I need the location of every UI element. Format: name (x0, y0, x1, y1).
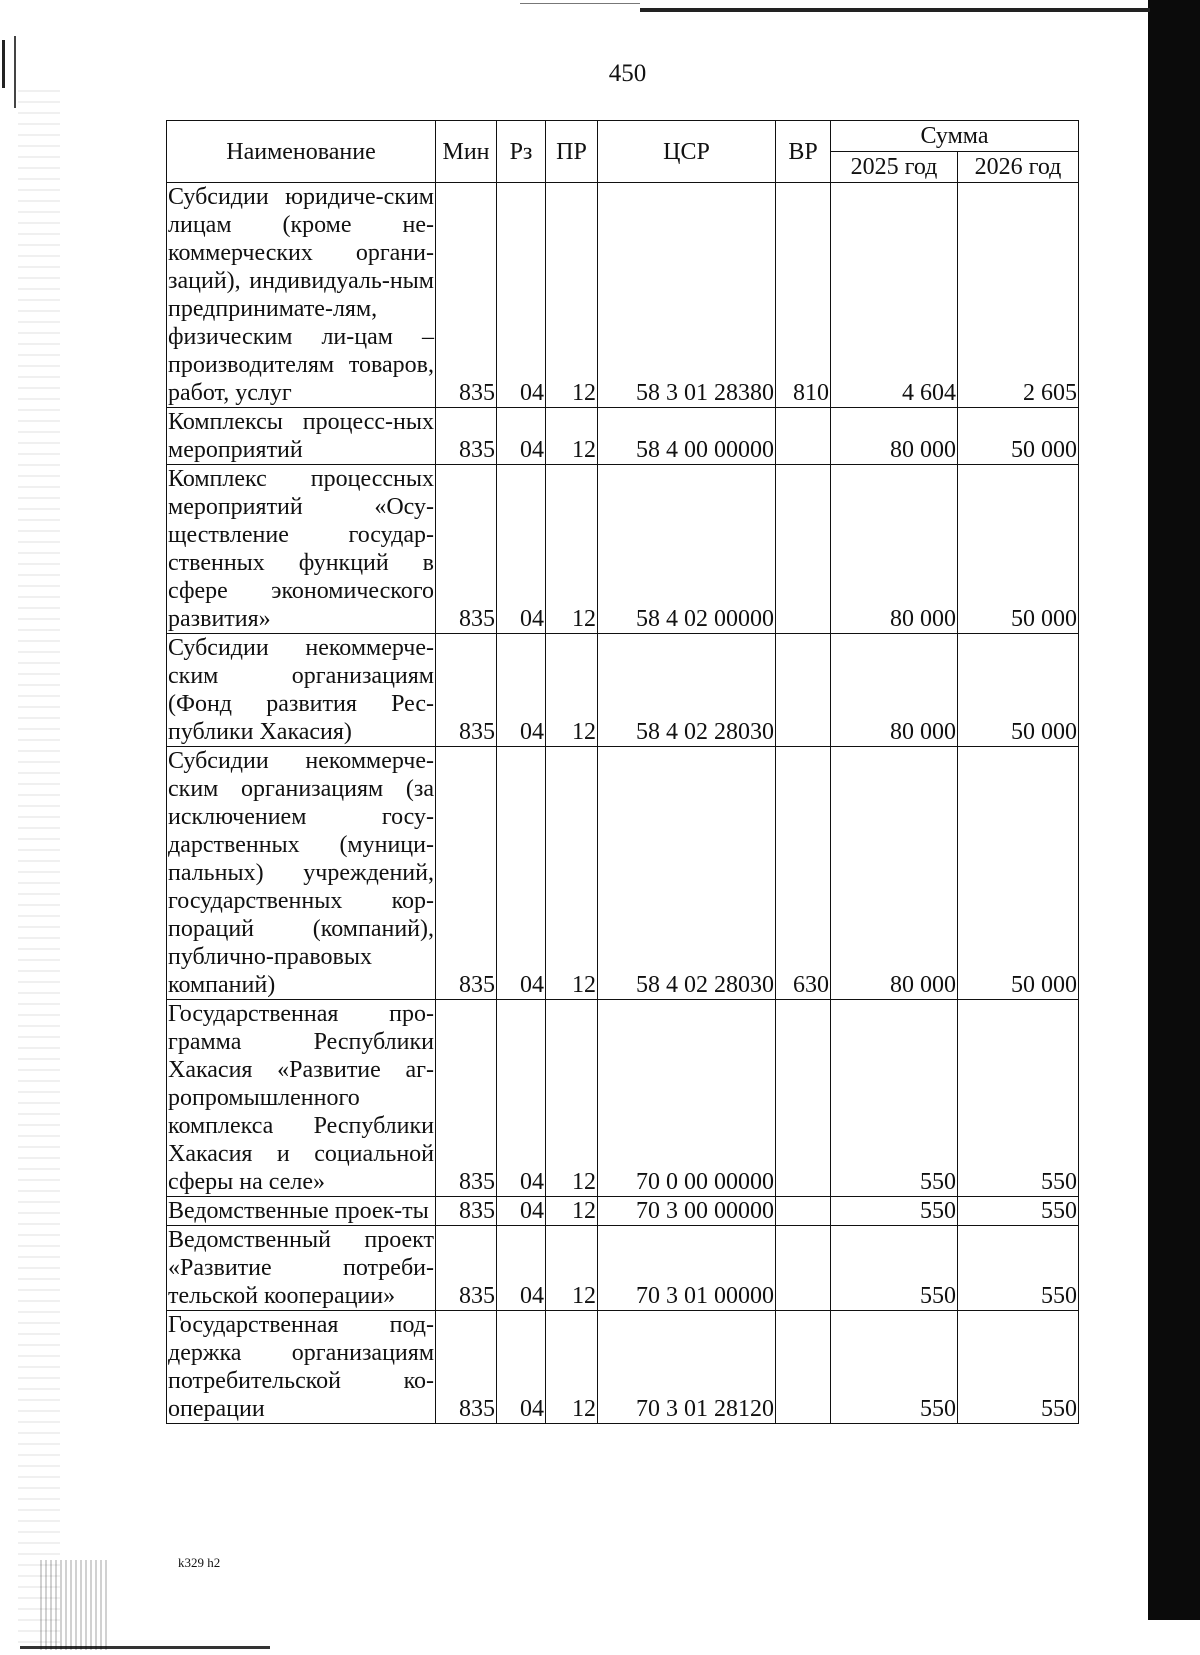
row-name: Государственная про-грамма Республики Хакасия «Развитие аг-ропромышленного комплекса Республики Хакасия и социальной сферы на селе» (168, 1001, 434, 1195)
header-pr: ПР (546, 121, 598, 183)
header-name: Наименование (167, 121, 436, 183)
row-rz: 04 (497, 408, 546, 465)
row-sum-2025: 550 (831, 1197, 958, 1226)
row-pr: 12 (546, 1197, 598, 1226)
row-pr: 12 (546, 1311, 598, 1424)
footer-code: k329 h2 (178, 1555, 221, 1570)
row-sum-2026: 50 000 (958, 465, 1079, 634)
page-number: 450 (608, 60, 647, 87)
header-sum: Сумма (831, 121, 1079, 152)
scan-edge-shadow (1148, 0, 1200, 1620)
row-min: 835 (436, 1197, 497, 1226)
row-name: Государственная под-держка организациям потребительской ко-операции (168, 1312, 434, 1422)
row-vr (776, 1311, 831, 1424)
row-sum-2026: 50 000 (958, 634, 1079, 747)
row-min: 835 (436, 747, 497, 1000)
row-sum-2026: 50 000 (958, 408, 1079, 465)
table-row (167, 634, 1079, 747)
row-vr: 810 (776, 183, 831, 408)
row-min: 835 (436, 408, 497, 465)
row-sum-2025: 550 (831, 1000, 958, 1197)
row-vr (776, 1000, 831, 1197)
scan-noise (40, 1560, 110, 1650)
row-rz: 04 (497, 1197, 546, 1226)
row-rz: 04 (497, 1000, 546, 1197)
row-csr: 70 0 00 00000 (598, 1000, 776, 1197)
row-sum-2025: 550 (831, 1226, 958, 1311)
row-csr: 70 3 01 28120 (598, 1311, 776, 1424)
row-csr: 70 3 01 00000 (598, 1226, 776, 1311)
row-pr: 12 (546, 183, 598, 408)
scan-noise (18, 90, 60, 1650)
row-sum-2025: 80 000 (831, 634, 958, 747)
header-year-2025: 2025 год (831, 152, 958, 183)
row-name: Комплексы процесс-ных мероприятий (168, 409, 434, 463)
row-rz: 04 (497, 747, 546, 1000)
row-rz: 04 (497, 1226, 546, 1311)
row-name: Ведомственный проект «Развитие потреби-тельской кооперации» (168, 1227, 434, 1309)
scan-edge-line (520, 3, 640, 4)
row-sum-2025: 550 (831, 1311, 958, 1424)
header-csr: ЦСР (598, 121, 776, 183)
row-rz: 04 (497, 1311, 546, 1424)
row-sum-2025: 80 000 (831, 465, 958, 634)
row-pr: 12 (546, 1000, 598, 1197)
row-min: 835 (436, 1000, 497, 1197)
row-csr: 58 4 02 00000 (598, 465, 776, 634)
row-pr: 12 (546, 465, 598, 634)
row-sum-2026: 550 (958, 1311, 1079, 1424)
table-row (167, 1226, 1079, 1311)
row-csr: 58 4 02 28030 (598, 747, 776, 1000)
row-min: 835 (436, 1311, 497, 1424)
row-sum-2025: 4 604 (831, 183, 958, 408)
row-rz: 04 (497, 465, 546, 634)
row-rz: 04 (497, 183, 546, 408)
row-name: Субсидии юридиче-ским лицам (кроме не-коммерческих органи-заций), индивидуаль-ным предпринимате-лям, физическим ли-цам – производителям товаров, работ, услуг (168, 184, 434, 406)
row-pr: 12 (546, 634, 598, 747)
row-name: Субсидии некоммерче-ским организациям (за исключением госу-дарственных (муници-пальных) учреждений, государственных кор-пораций (компаний), публично-правовых компаний) (168, 748, 434, 998)
table-row (167, 465, 1079, 634)
scan-edge-line (640, 8, 1150, 12)
row-sum-2026: 550 (958, 1000, 1079, 1197)
header-rz: Рз (497, 121, 546, 183)
row-vr (776, 408, 831, 465)
row-vr: 630 (776, 747, 831, 1000)
row-sum-2026: 50 000 (958, 747, 1079, 1000)
row-pr: 12 (546, 408, 598, 465)
row-min: 835 (436, 1226, 497, 1311)
table-row (167, 408, 1079, 465)
header-year-2026: 2026 год (958, 152, 1079, 183)
row-vr (776, 1226, 831, 1311)
budget-table (166, 120, 1079, 1424)
row-name: Ведомственные проек-ты (167, 1197, 436, 1226)
row-sum-2026: 550 (958, 1197, 1079, 1226)
row-pr: 12 (546, 747, 598, 1000)
row-vr (776, 634, 831, 747)
table-row (167, 183, 1079, 408)
header-min: Мин (436, 121, 497, 183)
row-csr: 58 4 02 28030 (598, 634, 776, 747)
table-row (167, 1000, 1079, 1197)
row-name: Комплекс процессных мероприятий «Осу-ществление государ-ственных функций в сфере экономического развития» (168, 466, 434, 632)
row-csr: 58 4 00 00000 (598, 408, 776, 465)
row-min: 835 (436, 465, 497, 634)
row-csr: 58 3 01 28380 (598, 183, 776, 408)
table-row (167, 1311, 1079, 1424)
header-vr: ВР (776, 121, 831, 183)
table-row (167, 747, 1079, 1000)
row-rz: 04 (497, 634, 546, 747)
row-min: 835 (436, 183, 497, 408)
row-pr: 12 (546, 1226, 598, 1311)
row-min: 835 (436, 634, 497, 747)
row-sum-2026: 2 605 (958, 183, 1079, 408)
row-sum-2025: 80 000 (831, 747, 958, 1000)
row-vr (776, 1197, 831, 1226)
row-name: Субсидии некоммерче-ским организациям (Фонд развития Рес-публики Хакасия) (168, 635, 434, 745)
row-sum-2026: 550 (958, 1226, 1079, 1311)
row-csr: 70 3 00 00000 (598, 1197, 776, 1226)
row-vr (776, 465, 831, 634)
table-row (167, 1197, 1079, 1226)
row-sum-2025: 80 000 (831, 408, 958, 465)
